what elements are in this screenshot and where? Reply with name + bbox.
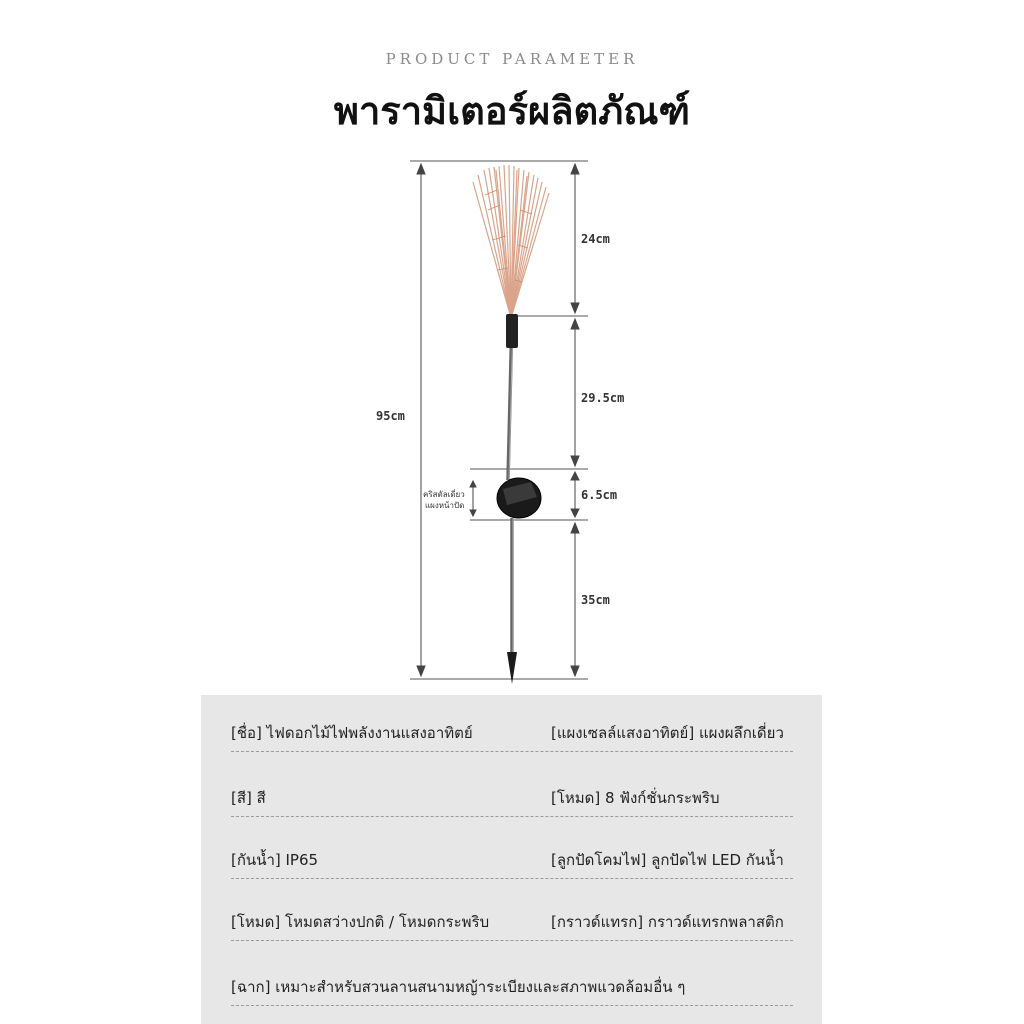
arrowhead [571, 472, 579, 480]
spec-name: [ชื่อ] ไฟดอกไม้ไฟพลังงานแสงอาทิตย์ [231, 724, 473, 742]
arrowhead [571, 164, 579, 174]
arrowhead [571, 523, 579, 533]
spec-color: [สี] สี [231, 789, 266, 807]
product-dimension-diagram [0, 150, 1024, 690]
spec-solar-panel: [แผงเซลล์แสงอาทิตย์] แผงผลึกเดี่ยว [551, 724, 784, 742]
panel-note-line1: คริสตัลเดี่ยว [423, 490, 465, 499]
dimension-label-stem: 29.5cm [581, 391, 625, 405]
dimension-label-panel: 6.5cm [581, 488, 618, 502]
spec-row [231, 965, 793, 1006]
arrowhead [571, 456, 579, 466]
specification-panel [201, 695, 822, 1024]
dimension-label-head: 24cm [581, 232, 610, 246]
dimension-label-stake: 35cm [581, 593, 610, 607]
arrowhead [571, 509, 579, 517]
spec-row [231, 776, 793, 817]
dimension-label-total: 95cm [376, 409, 405, 423]
page-subtitle: PRODUCT PARAMETER [385, 50, 639, 68]
spec-mode: [โหมด] โหมดสว่างปกติ / โหมดกระพริบ [231, 913, 490, 931]
arrowhead [571, 303, 579, 313]
spec-row [231, 711, 793, 752]
arrowhead [571, 319, 579, 329]
spec-row [231, 900, 793, 941]
arrowhead [470, 481, 476, 487]
spec-ground-stake: [กราวด์แทรก] กราวด์แทรกพลาสติก [551, 913, 784, 931]
spec-lamp-beads: [ลูกปัดโคมไฟ] ลูกปัดไฟ LED กันน้ำ [551, 851, 784, 869]
solar-panel [497, 478, 541, 518]
firework-head [473, 165, 549, 318]
spec-row [231, 838, 793, 879]
panel-note-line2: แผงหน้าปัด [425, 501, 465, 510]
page-title: พารามิเตอร์ผลิตภัณฑ์ [333, 89, 691, 133]
spec-waterproof: [กันน้ำ] IP65 [231, 851, 319, 869]
spec-flash-mode: [โหมด] 8 ฟังก์ชั่นกระพริบ [551, 789, 720, 807]
spec-scene: [ฉาก] เหมาะสำหรับสวนลานสนามหญ้าระเบียงและสภาพแวดล้อมอื่น ๆ [231, 978, 686, 996]
arrowhead [417, 666, 425, 676]
arrowhead [571, 666, 579, 676]
stem-connector [506, 314, 518, 348]
arrowhead [417, 164, 425, 174]
arrowhead [470, 510, 476, 516]
